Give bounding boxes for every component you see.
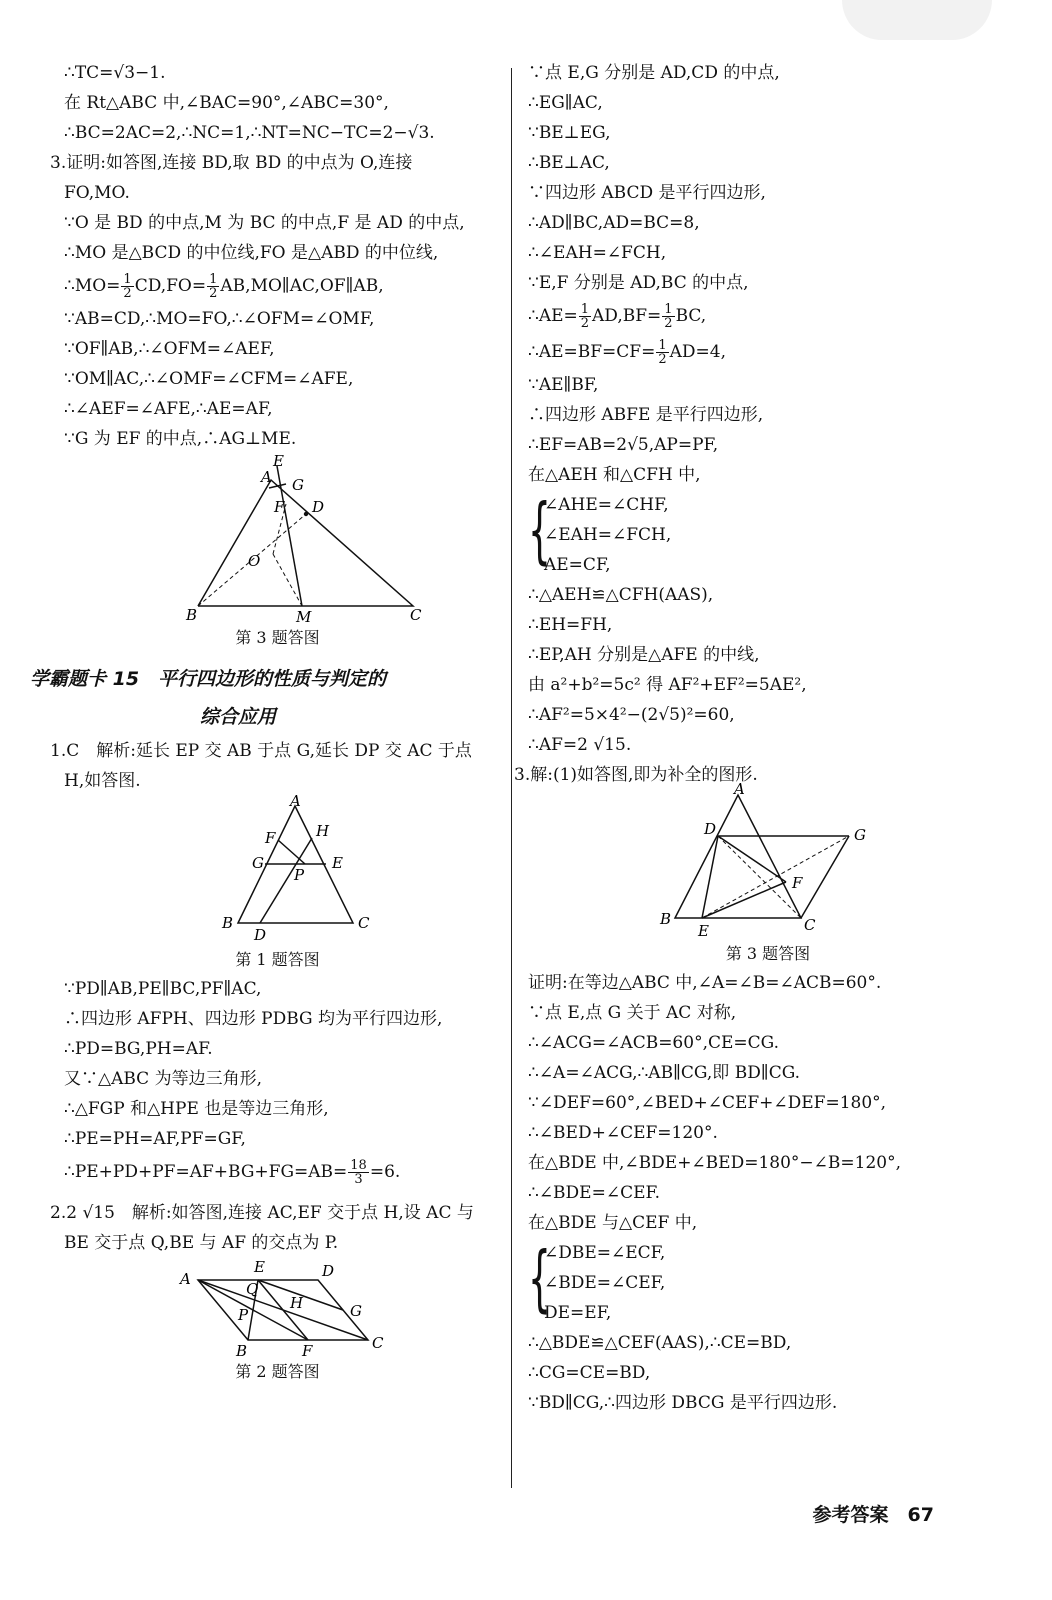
point-label: G <box>251 854 264 872</box>
text-line: ∵PD∥AB,PE∥BC,PF∥AC, <box>64 979 262 999</box>
point-label: E <box>331 854 343 872</box>
text-line: 2.2 √15 解析:如答图,连接 AC,EF 交于点 H,设 AC 与 <box>50 1203 474 1223</box>
point-label: E <box>698 922 709 940</box>
point-label: C <box>804 916 816 934</box>
figure-caption: 第 3 题答图 <box>725 944 811 963</box>
point-label: C <box>357 914 369 932</box>
text-line: ∠AHE=∠CHF, <box>544 495 669 515</box>
fraction: $\frac{18}{3}$ <box>350 1158 367 1187</box>
point-label: Q <box>245 1280 258 1298</box>
text-line: ∵BE⊥EG, <box>528 123 611 143</box>
text-line: ∴△FGP 和△HPE 也是等边三角形, <box>64 1099 329 1119</box>
text-line: ∴AD∥BC,AD=BC=8, <box>528 213 700 233</box>
text-line: ∠EAH=∠FCH, <box>544 525 672 545</box>
point-label: H <box>289 1294 303 1312</box>
text-line: ∴四边形 AFPH、四边形 PDBG 均为平行四边形, <box>64 1009 443 1029</box>
text-line: ∴∠BED+∠CEF=120°. <box>528 1123 718 1143</box>
point-label: D <box>311 498 324 516</box>
point-label: F <box>264 829 275 847</box>
text-line: ∵四边形 ABCD 是平行四边形, <box>528 183 766 203</box>
text-line: FO,MO. <box>64 183 130 203</box>
text-line: 3.证明:如答图,连接 BD,取 BD 的中点为 O,连接 <box>50 153 413 173</box>
point-label: E <box>253 1258 265 1276</box>
point-label: F <box>792 874 803 892</box>
text-line: ∴EP,AH 分别是△AFE 的中线, <box>528 645 760 665</box>
text-line: ∴∠AEF=∠AFE,∴AE=AF, <box>64 399 273 419</box>
text-line: ∴CG=CE=BD, <box>528 1363 651 1383</box>
text-line: ∵G 为 EF 的中点,∴AG⊥ME. <box>64 429 297 449</box>
figure-caption: 第 2 题答图 <box>235 1362 320 1381</box>
text-line-fraction: ∴MO= $\frac{1}{2}$ CD,FO= $\frac{1}{2}$ AB,MO∥AC,OF∥AB, <box>64 272 384 301</box>
point-label: F <box>301 1342 312 1360</box>
text-line: 在 Rt△ABC 中,∠BAC=90°,∠ABC=30°, <box>64 93 389 113</box>
text-line: ∴EG∥AC, <box>528 93 603 113</box>
point-label: P <box>293 866 304 884</box>
text-line: ∴△BDE≌△CEF(AAS),∴CE=BD, <box>528 1333 792 1353</box>
text-line: ∵OM∥AC,∴∠OMF=∠CFM=∠AFE, <box>64 369 354 389</box>
fraction: $\frac{1}{2}$ <box>664 302 673 331</box>
section-title: 综合应用 <box>200 706 277 728</box>
brace-system <box>528 490 1008 580</box>
text-line: ∴AF=2 √15. <box>528 735 632 755</box>
column-divider <box>511 68 512 1488</box>
fraction: $\frac{1}{2}$ <box>209 272 218 301</box>
text-line: 在△BDE 与△CEF 中, <box>528 1213 698 1233</box>
text-line: ∴△AEH≌△CFH(AAS), <box>528 585 714 605</box>
point-label: C <box>409 606 421 624</box>
text-line: ∵∠DEF=60°,∠BED+∠CEF+∠DEF=180°, <box>528 1093 887 1113</box>
text-line-fraction: ∴AE=BF=CF= $\frac{1}{2}$ AD=4, <box>528 338 726 367</box>
point-label: A <box>260 468 272 486</box>
text-line: ∴BC=2AC=2,∴NC=1,∴NT=NC−TC=2−√3. <box>64 123 435 143</box>
text-line: 由 a²+b²=5c² 得 AF²+EF²=5AE², <box>528 675 807 695</box>
text-line: 证明:在等边△ABC 中,∠A=∠B=∠ACB=60°. <box>528 973 882 993</box>
text-line: ∵点 E,G 分别是 AD,CD 的中点, <box>528 63 780 83</box>
point-label: H <box>315 822 329 840</box>
text-line: ∵O 是 BD 的中点,M 为 BC 的中点,F 是 AD 的中点, <box>64 213 465 233</box>
point-label: M <box>295 608 311 626</box>
text-line: AE=CF, <box>544 555 611 575</box>
point-label: B <box>185 606 197 624</box>
text-line: ∠BDE=∠CEF, <box>544 1273 666 1293</box>
fraction: $\frac{1}{2}$ <box>658 338 667 367</box>
brace-icon: { <box>528 488 551 572</box>
text-line: ∴PE=PH=AF,PF=GF, <box>64 1129 246 1149</box>
text-line: ∵点 E,点 G 关于 AC 对称, <box>528 1003 737 1023</box>
text-line-fraction: ∴PE+PD+PF=AF+BG+FG=AB= $\frac{18}{3}$ =6. <box>64 1158 401 1187</box>
point-label: C <box>371 1334 383 1352</box>
figure-1 <box>50 792 505 946</box>
text-line-fraction: ∴AE= $\frac{1}{2}$ AD,BF= $\frac{1}{2}$ BC, <box>528 302 707 331</box>
text-line: DE=EF, <box>544 1303 612 1323</box>
point-label: B <box>660 910 672 928</box>
point-label: A <box>179 1270 191 1288</box>
point-label: G <box>349 1302 362 1320</box>
text-line: 1.C 解析:延长 EP 交 AB 于点 G,延长 DP 交 AC 于点 <box>50 741 472 761</box>
figure-caption: 第 1 题答图 <box>235 950 320 969</box>
text-line: 在△BDE 中,∠BDE+∠BED=180°−∠B=120°, <box>528 1153 901 1173</box>
point-label: B <box>235 1342 247 1360</box>
brace-icon: { <box>528 1236 551 1320</box>
point-label: G <box>291 476 304 494</box>
text-line: ∴∠A=∠ACG,∴AB∥CG,即 BD∥CG. <box>528 1063 801 1083</box>
fraction: $\frac{1}{2}$ <box>580 302 590 331</box>
figure-3-left <box>50 454 505 624</box>
figure-3-right <box>528 780 1008 940</box>
text-line: H,如答图. <box>64 771 141 791</box>
text-line: ∵AB=CD,∴MO=FO,∴∠OFM=∠OMF, <box>64 309 375 329</box>
text-line: ∴TC=√3−1. <box>64 63 166 83</box>
point-label: E <box>272 452 284 470</box>
page-footer: 参考答案 67 <box>812 1504 934 1526</box>
text-line: ∴EF=AB=2√5,AP=PF, <box>528 435 719 455</box>
text-line: 又∵△ABC 为等边三角形, <box>64 1069 262 1089</box>
text-line: ∵BD∥CG,∴四边形 DBCG 是平行四边形. <box>528 1393 838 1413</box>
point-label: B <box>221 914 233 932</box>
point-label: D <box>321 1262 334 1280</box>
section-title: 学霸题卡 15 平行四边形的性质与判定的 <box>30 668 387 690</box>
text-line: ∴∠EAH=∠FCH, <box>528 243 667 263</box>
text-line: 3.解:(1)如答图,即为补全的图形. <box>514 765 758 785</box>
point-label: P <box>237 1306 248 1324</box>
text-line: ∴四边形 ABFE 是平行四边形, <box>528 405 764 425</box>
point-label: G <box>854 826 866 844</box>
text-line: ∴EH=FH, <box>528 615 613 635</box>
text-line: ∠DBE=∠ECF, <box>544 1243 666 1263</box>
text-line: 在△AEH 和△CFH 中, <box>528 465 701 485</box>
text-line: ∴PD=BG,PH=AF. <box>64 1039 213 1059</box>
text-line: ∴BE⊥AC, <box>528 153 610 173</box>
text-line: BE 交于点 Q,BE 与 AF 的交点为 P. <box>64 1233 339 1253</box>
text-line: ∵E,F 分别是 AD,BC 的中点, <box>528 273 749 293</box>
point-label: A <box>734 780 745 798</box>
point-label: A <box>289 792 301 810</box>
text-line: ∵OF∥AB,∴∠OFM=∠AEF, <box>64 339 275 359</box>
figure-caption: 第 3 题答图 <box>235 628 320 647</box>
point-label: D <box>704 820 717 838</box>
point-label: F <box>273 498 284 516</box>
figure-2 <box>50 1258 505 1358</box>
fraction: $\frac{1}{2}$ <box>123 272 132 301</box>
left-column <box>30 58 505 1386</box>
point-label: D <box>253 926 266 944</box>
page-corner-decoration <box>842 0 992 40</box>
text-line: ∴∠BDE=∠CEF. <box>528 1183 661 1203</box>
right-column <box>514 58 1008 1418</box>
text-line: ∵AE∥BF, <box>528 375 599 395</box>
text-line: ∴AF²=5×4²−(2√5)²=60, <box>528 705 735 725</box>
point-label: O <box>247 552 260 570</box>
text-line: ∴MO 是△BCD 的中位线,FO 是△ABD 的中位线, <box>64 243 439 263</box>
brace-system <box>528 1238 1008 1328</box>
text-line: ∴∠ACG=∠ACB=60°,CE=CG. <box>528 1033 780 1053</box>
